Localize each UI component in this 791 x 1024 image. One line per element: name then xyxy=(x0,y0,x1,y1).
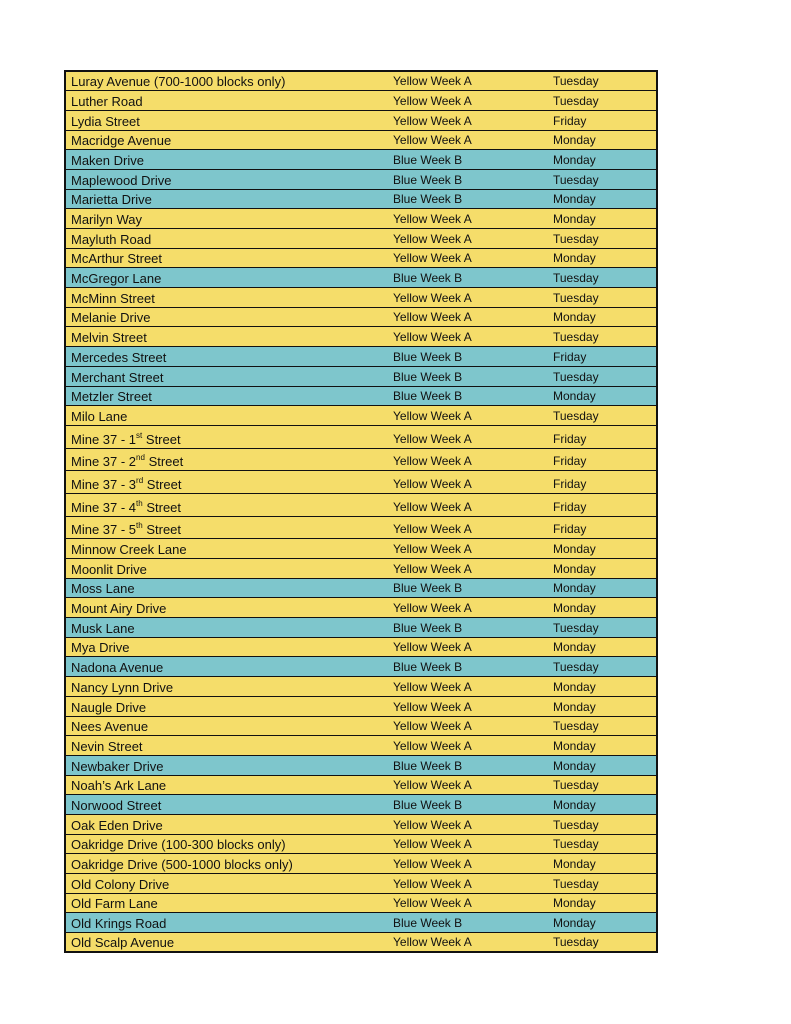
route-cell: Yellow Week A xyxy=(387,91,548,111)
pickup-day-cell: Tuesday xyxy=(548,366,657,386)
table-row xyxy=(65,169,657,189)
route-cell: Yellow Week A xyxy=(387,406,548,426)
street-name: McGregor Lane xyxy=(71,271,162,287)
table-row xyxy=(65,814,657,834)
street-name: Moss Lane xyxy=(71,581,135,597)
route-cell: Yellow Week A xyxy=(387,539,548,559)
pickup-day-cell: Tuesday xyxy=(548,268,657,288)
route-cell: Blue Week B xyxy=(387,795,548,815)
pickup-day-cell: Tuesday xyxy=(548,406,657,426)
street-name-cell xyxy=(65,913,387,933)
street-name: Mayluth Road xyxy=(71,231,152,247)
table-row xyxy=(65,716,657,736)
street-name: Oakridge Drive (100-300 blocks only) xyxy=(71,837,286,853)
route-cell: Yellow Week A xyxy=(387,130,548,150)
street-name-cell xyxy=(65,755,387,775)
street-name: Mine 37 - 1 xyxy=(71,431,137,447)
route-cell: Yellow Week A xyxy=(387,598,548,618)
street-name: Mount Airy Drive xyxy=(71,601,167,617)
collection-schedule-table xyxy=(64,70,658,953)
pickup-day-cell: Friday xyxy=(548,347,657,367)
route-cell: Yellow Week A xyxy=(387,425,548,448)
street-name: Maken Drive xyxy=(71,152,144,168)
route-cell: Yellow Week A xyxy=(387,327,548,347)
route-cell: Yellow Week A xyxy=(387,248,548,268)
table-row xyxy=(65,578,657,598)
street-name-cell xyxy=(65,347,387,367)
street-name-cell xyxy=(65,71,387,91)
street-name: Old Krings Road xyxy=(71,916,167,932)
street-name-cell xyxy=(65,91,387,111)
pickup-day-cell: Monday xyxy=(548,189,657,209)
pickup-day-cell: Monday xyxy=(548,736,657,756)
route-cell: Yellow Week A xyxy=(387,834,548,854)
schedule-body xyxy=(65,71,657,952)
pickup-day-cell: Tuesday xyxy=(548,874,657,894)
table-row xyxy=(65,913,657,933)
table-row xyxy=(65,229,657,249)
route-cell: Yellow Week A xyxy=(387,229,548,249)
route-cell: Yellow Week A xyxy=(387,775,548,795)
table-row xyxy=(65,386,657,406)
pickup-day-cell: Monday xyxy=(548,893,657,913)
street-name: Musk Lane xyxy=(71,620,135,636)
pickup-day-cell: Friday xyxy=(548,448,657,471)
route-cell: Blue Week B xyxy=(387,578,548,598)
street-name: Macridge Avenue xyxy=(71,133,172,149)
pickup-day-cell: Tuesday xyxy=(548,933,657,953)
street-name-cell xyxy=(65,386,387,406)
table-row xyxy=(65,795,657,815)
street-name: Mine 37 - 4 xyxy=(71,499,137,515)
street-name-cell xyxy=(65,637,387,657)
pickup-day-cell: Tuesday xyxy=(548,327,657,347)
street-name: Oak Eden Drive xyxy=(71,817,163,833)
street-name: Melanie Drive xyxy=(71,310,151,326)
route-cell: Yellow Week A xyxy=(387,493,548,516)
table-row xyxy=(65,288,657,308)
street-name-cell xyxy=(65,493,387,516)
street-name: Oakridge Drive (500-1000 blocks only) xyxy=(71,857,293,872)
street-name: Mercedes Street xyxy=(71,349,167,365)
street-name: Melvin Street xyxy=(71,330,147,346)
street-name-cell xyxy=(65,677,387,697)
table-row xyxy=(65,366,657,386)
street-name-cell xyxy=(65,425,387,448)
street-suffix: Street xyxy=(143,476,182,492)
table-row xyxy=(65,696,657,716)
street-name: Luther Road xyxy=(71,93,143,109)
street-name: Minnow Creek Lane xyxy=(71,542,187,557)
street-name: Mine 37 - 2 xyxy=(71,454,137,470)
route-cell: Yellow Week A xyxy=(387,307,548,327)
pickup-day-cell: Monday xyxy=(548,696,657,716)
pickup-day-cell: Tuesday xyxy=(548,834,657,854)
pickup-day-cell: Monday xyxy=(548,598,657,618)
table-row xyxy=(65,598,657,618)
pickup-day-cell: Monday xyxy=(548,913,657,933)
table-row xyxy=(65,933,657,953)
street-name-cell xyxy=(65,169,387,189)
street-name-cell xyxy=(65,657,387,677)
route-cell: Yellow Week A xyxy=(387,71,548,91)
street-name-cell xyxy=(65,448,387,471)
street-name: Newbaker Drive xyxy=(71,758,164,774)
route-cell: Blue Week B xyxy=(387,347,548,367)
street-name-cell xyxy=(65,598,387,618)
ordinal-suffix: st xyxy=(136,430,143,440)
table-row xyxy=(65,755,657,775)
table-row xyxy=(65,736,657,756)
street-name-cell xyxy=(65,209,387,229)
pickup-day-cell: Monday xyxy=(548,637,657,657)
table-row xyxy=(65,637,657,657)
street-name: McArthur Street xyxy=(71,251,163,267)
ordinal-suffix: rd xyxy=(136,475,144,485)
route-cell: Yellow Week A xyxy=(387,637,548,657)
street-name-cell xyxy=(65,288,387,308)
pickup-day-cell: Monday xyxy=(548,854,657,874)
table-row xyxy=(65,71,657,91)
street-name: Nancy Lynn Drive xyxy=(71,679,174,695)
table-row xyxy=(65,539,657,559)
street-name: Moonlit Drive xyxy=(71,561,147,577)
route-cell: Yellow Week A xyxy=(387,288,548,308)
street-name: Nadona Avenue xyxy=(71,660,164,676)
street-name-cell xyxy=(65,854,387,874)
street-name: Lydia Street xyxy=(71,113,140,129)
street-name: Mine 37 - 3 xyxy=(71,476,137,492)
pickup-day-cell: Tuesday xyxy=(548,91,657,111)
route-cell: Blue Week B xyxy=(387,268,548,288)
street-name: Nevin Street xyxy=(71,738,143,754)
table-row xyxy=(65,618,657,638)
route-cell: Yellow Week A xyxy=(387,736,548,756)
pickup-day-cell: Tuesday xyxy=(548,71,657,91)
table-row xyxy=(65,307,657,327)
table-row xyxy=(65,327,657,347)
route-cell: Blue Week B xyxy=(387,150,548,170)
table-row xyxy=(65,874,657,894)
route-cell: Yellow Week A xyxy=(387,716,548,736)
street-name: McMinn Street xyxy=(71,290,155,306)
table-row xyxy=(65,150,657,170)
route-cell: Yellow Week A xyxy=(387,559,548,579)
pickup-day-cell: Monday xyxy=(548,386,657,406)
street-name-cell xyxy=(65,471,387,494)
ordinal-suffix: nd xyxy=(136,453,145,463)
route-cell: Yellow Week A xyxy=(387,448,548,471)
street-name-cell xyxy=(65,775,387,795)
street-name-cell xyxy=(65,366,387,386)
street-name-cell xyxy=(65,736,387,756)
street-name: Mine 37 - 5 xyxy=(71,522,137,538)
route-cell: Yellow Week A xyxy=(387,696,548,716)
street-name: Marietta Drive xyxy=(71,192,152,208)
table-row xyxy=(65,130,657,150)
table-row xyxy=(65,189,657,209)
street-name-cell xyxy=(65,814,387,834)
table-row xyxy=(65,677,657,697)
pickup-day-cell: Monday xyxy=(548,755,657,775)
pickup-day-cell: Friday xyxy=(548,493,657,516)
street-suffix: Street xyxy=(142,522,182,538)
table-row xyxy=(65,209,657,229)
street-name: Metzler Street xyxy=(71,389,152,405)
route-cell: Yellow Week A xyxy=(387,471,548,494)
route-cell: Yellow Week A xyxy=(387,516,548,539)
street-name-cell xyxy=(65,834,387,854)
pickup-day-cell: Monday xyxy=(548,677,657,697)
pickup-day-cell: Tuesday xyxy=(548,716,657,736)
ordinal-suffix: th xyxy=(136,521,143,531)
street-suffix: Street xyxy=(142,499,182,515)
street-name-cell xyxy=(65,130,387,150)
route-cell: Yellow Week A xyxy=(387,209,548,229)
pickup-day-cell: Friday xyxy=(548,471,657,494)
pickup-day-cell: Monday xyxy=(548,795,657,815)
table-row xyxy=(65,448,657,471)
street-name-cell xyxy=(65,933,387,953)
table-row xyxy=(65,834,657,854)
route-cell: Yellow Week A xyxy=(387,110,548,130)
pickup-day-cell: Monday xyxy=(548,130,657,150)
pickup-day-cell: Tuesday xyxy=(548,618,657,638)
street-suffix: Street xyxy=(144,454,184,470)
table-row xyxy=(65,893,657,913)
pickup-day-cell: Monday xyxy=(548,559,657,579)
street-name-cell xyxy=(65,307,387,327)
route-cell: Blue Week B xyxy=(387,189,548,209)
street-name: Old Scalp Avenue xyxy=(71,935,175,951)
street-name-cell xyxy=(65,150,387,170)
street-name: Naugle Drive xyxy=(71,699,147,715)
street-name: Nees Avenue xyxy=(71,719,149,735)
route-cell: Blue Week B xyxy=(387,657,548,677)
pickup-day-cell: Monday xyxy=(548,307,657,327)
table-row xyxy=(65,493,657,516)
pickup-day-cell: Monday xyxy=(548,209,657,229)
pickup-day-cell: Tuesday xyxy=(548,229,657,249)
street-name: Luray Avenue (700-1000 blocks only) xyxy=(71,74,286,90)
pickup-day-cell: Friday xyxy=(548,425,657,448)
pickup-day-cell: Monday xyxy=(548,248,657,268)
pickup-day-cell: Tuesday xyxy=(548,775,657,795)
route-cell: Yellow Week A xyxy=(387,854,548,874)
table-row xyxy=(65,657,657,677)
pickup-day-cell: Friday xyxy=(548,110,657,130)
street-name-cell xyxy=(65,696,387,716)
street-name-cell xyxy=(65,539,387,559)
route-cell: Blue Week B xyxy=(387,913,548,933)
street-name-cell xyxy=(65,406,387,426)
pickup-day-cell: Friday xyxy=(548,516,657,539)
street-name: Old Farm Lane xyxy=(71,896,158,912)
street-name-cell xyxy=(65,327,387,347)
table-row xyxy=(65,854,657,874)
pickup-day-cell: Monday xyxy=(548,578,657,598)
route-cell: Blue Week B xyxy=(387,366,548,386)
street-name-cell xyxy=(65,248,387,268)
street-suffix: Street xyxy=(142,431,181,447)
street-name: Milo Lane xyxy=(71,408,128,424)
route-cell: Yellow Week A xyxy=(387,814,548,834)
route-cell: Blue Week B xyxy=(387,618,548,638)
table-row xyxy=(65,91,657,111)
pickup-day-cell: Tuesday xyxy=(548,169,657,189)
route-cell: Blue Week B xyxy=(387,169,548,189)
table-row xyxy=(65,559,657,579)
street-name-cell xyxy=(65,716,387,736)
route-cell: Yellow Week A xyxy=(387,933,548,953)
street-name-cell xyxy=(65,795,387,815)
street-name-cell xyxy=(65,268,387,288)
street-name-cell xyxy=(65,559,387,579)
pickup-day-cell: Monday xyxy=(548,150,657,170)
street-name-cell xyxy=(65,893,387,913)
pickup-day-cell: Tuesday xyxy=(548,657,657,677)
table-row xyxy=(65,425,657,448)
table-row xyxy=(65,516,657,539)
route-cell: Yellow Week A xyxy=(387,893,548,913)
table-row xyxy=(65,775,657,795)
street-name: Marilyn Way xyxy=(71,212,143,227)
street-name-cell xyxy=(65,578,387,598)
table-row xyxy=(65,110,657,130)
table-row xyxy=(65,248,657,268)
street-name: Merchant Street xyxy=(71,369,164,385)
street-name: Old Colony Drive xyxy=(71,876,170,892)
table-row xyxy=(65,471,657,494)
pickup-day-cell: Tuesday xyxy=(548,288,657,308)
street-name-cell xyxy=(65,229,387,249)
street-name: Noah’s Ark Lane xyxy=(71,778,167,794)
street-name-cell xyxy=(65,110,387,130)
street-name-cell xyxy=(65,618,387,638)
route-cell: Yellow Week A xyxy=(387,874,548,894)
street-name: Mya Drive xyxy=(71,640,130,656)
route-cell: Blue Week B xyxy=(387,386,548,406)
pickup-day-cell: Tuesday xyxy=(548,814,657,834)
ordinal-suffix: th xyxy=(136,498,143,508)
street-name-cell xyxy=(65,874,387,894)
street-name: Norwood Street xyxy=(71,797,162,813)
table-row xyxy=(65,268,657,288)
street-name-cell xyxy=(65,189,387,209)
table-row xyxy=(65,347,657,367)
street-name: Maplewood Drive xyxy=(71,172,172,188)
table-row xyxy=(65,406,657,426)
pickup-day-cell: Monday xyxy=(548,539,657,559)
route-cell: Yellow Week A xyxy=(387,677,548,697)
street-name-cell xyxy=(65,516,387,539)
route-cell: Blue Week B xyxy=(387,755,548,775)
